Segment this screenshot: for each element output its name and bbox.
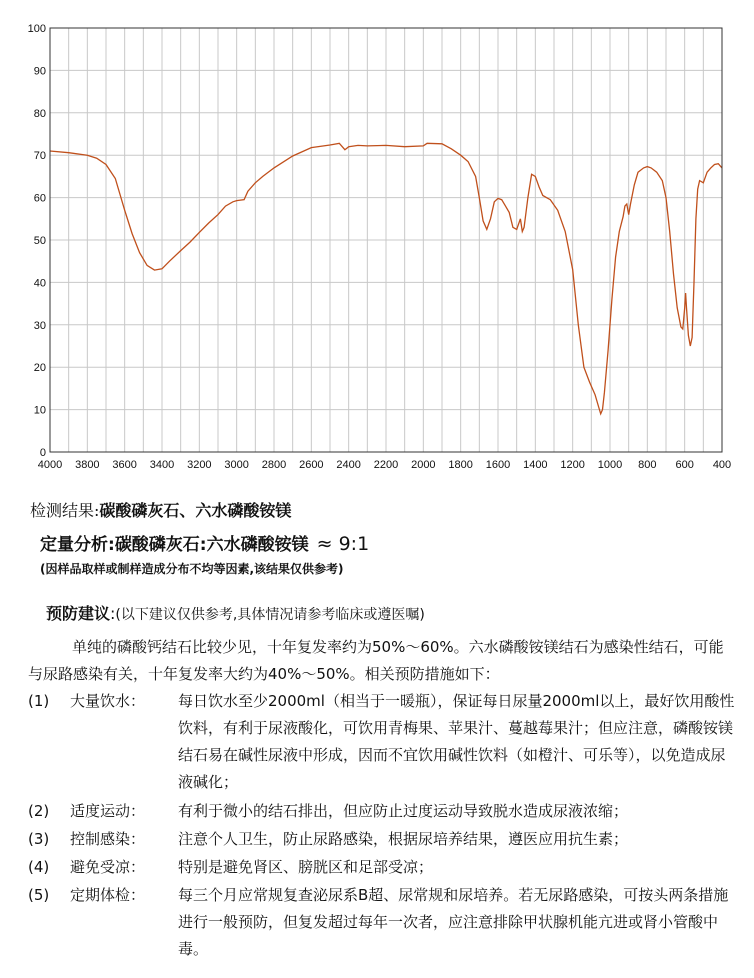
x-tick-label: 2400 xyxy=(336,459,361,471)
advice-heading xyxy=(46,601,425,624)
y-tick-label: 20 xyxy=(33,362,46,375)
item-text: 注意个人卫生，防止尿路感染，根据尿培养结果，遵医应用抗生素； xyxy=(178,830,629,848)
x-tick-label: 3400 xyxy=(149,459,175,471)
item-text: 每三个月应常规复查泌尿系B超、尿常规和尿培养。若无尿路感染，可按头两条措施进行一般预防，但复发超过每年一次者，应注意排除甲状腺机能亢进或肾小管酸中毒。 xyxy=(178,886,729,958)
chart-grid xyxy=(50,28,722,452)
advice-item-water xyxy=(28,688,738,796)
item-number: (1) xyxy=(28,692,50,710)
advice-item-exercise xyxy=(28,798,738,825)
item-number: (4) xyxy=(28,858,50,876)
detection-result xyxy=(30,498,291,521)
item-number: (2) xyxy=(28,802,50,820)
advice-title: 预防建议 xyxy=(46,604,111,623)
x-tick-label: 2600 xyxy=(299,459,324,471)
item-name: 适度运动： xyxy=(70,802,146,820)
detection-result-label: 检测结果: xyxy=(30,501,100,520)
advice-colon: : xyxy=(110,604,116,623)
x-tick-label: 800 xyxy=(638,459,657,471)
advice-intro-text: 单纯的磷酸钙结石比较少见，十年复发率约为50%～60%。六水磷酸铵镁结石为感染性结石，可能与尿路感染有关，十年复发率大约为40%～50%。相关预防措施如下： xyxy=(28,638,724,683)
x-tick-label: 1600 xyxy=(485,459,511,471)
x-tick-label: 3800 xyxy=(75,459,100,471)
item-text: 特别是避免肾区、膀胱区和足部受凉； xyxy=(178,858,434,876)
x-tick-label: 1400 xyxy=(523,459,548,471)
quant-value: 碳酸磷灰石:六水磷酸铵镁 xyxy=(114,535,309,555)
item-text: 每日饮水至少2000ml（相当于一暖瓶），保证每日尿量2000ml以上，最好饮用酸性饮料，有利于尿液酸化，可饮用青梅果、苹果汁、蔓越莓果汁；但应注意，磷酸铵镁结石易在碱性尿液中形成，因而不宜饮用碱性饮料（如橙汁、可乐等），以免造成尿液碱化； xyxy=(178,692,735,791)
reference-note: (因样品取样或制样造成分布不均等因素,该结果仅供参考) xyxy=(40,562,344,576)
x-axis-ticks xyxy=(38,459,731,471)
advice-item-cold xyxy=(28,854,738,881)
y-tick-label: 10 xyxy=(33,404,46,417)
ir-spectrum-chart xyxy=(0,0,754,478)
y-tick-label: 30 xyxy=(33,319,46,332)
y-tick-label: 60 xyxy=(33,192,46,205)
x-tick-label: 3600 xyxy=(112,459,137,471)
x-tick-label: 2000 xyxy=(411,459,436,471)
quant-label: 定量分析: xyxy=(40,535,115,555)
y-tick-label: 50 xyxy=(33,235,46,247)
x-tick-label: 2800 xyxy=(261,459,287,471)
x-tick-label: 1800 xyxy=(448,459,473,471)
item-name: 大量饮水： xyxy=(70,692,146,710)
x-tick-label: 4000 xyxy=(37,459,63,471)
y-tick-label: 70 xyxy=(33,150,46,163)
y-axis-ticks xyxy=(28,23,46,459)
y-tick-label: 100 xyxy=(27,23,46,35)
y-tick-label: 90 xyxy=(33,65,46,78)
x-tick-label: 600 xyxy=(675,459,694,471)
advice-intro xyxy=(28,634,728,688)
y-tick-label: 80 xyxy=(33,107,46,120)
advice-item-checkup xyxy=(28,882,738,963)
item-name: 控制感染： xyxy=(70,830,146,848)
detection-result-value: 碳酸磷灰石、六水磷酸铵镁 xyxy=(99,501,292,520)
x-tick-label: 400 xyxy=(712,459,732,471)
y-tick-label: 0 xyxy=(39,447,46,459)
item-number: (5) xyxy=(28,886,50,904)
advice-item-infection xyxy=(28,826,738,853)
x-tick-label: 3200 xyxy=(187,459,212,471)
x-tick-label: 1000 xyxy=(597,459,623,471)
y-tick-label: 40 xyxy=(33,277,46,290)
x-tick-label: 1200 xyxy=(560,459,585,471)
quant-ratio: ≈ 9:1 xyxy=(316,533,370,555)
item-number: (3) xyxy=(28,830,50,848)
x-tick-label: 2200 xyxy=(373,459,399,471)
advice-note: (以下建议仅供参考,具体情况请参考临床或遵医嘱) xyxy=(115,607,425,623)
item-name: 定期体检： xyxy=(70,886,146,904)
x-tick-label: 3000 xyxy=(224,459,249,471)
item-name: 避免受凉： xyxy=(70,858,146,876)
quantitative-analysis xyxy=(40,530,369,555)
item-text: 有利于微小的结石排出，但应防止过度运动导致脱水造成尿液浓缩； xyxy=(178,802,629,820)
